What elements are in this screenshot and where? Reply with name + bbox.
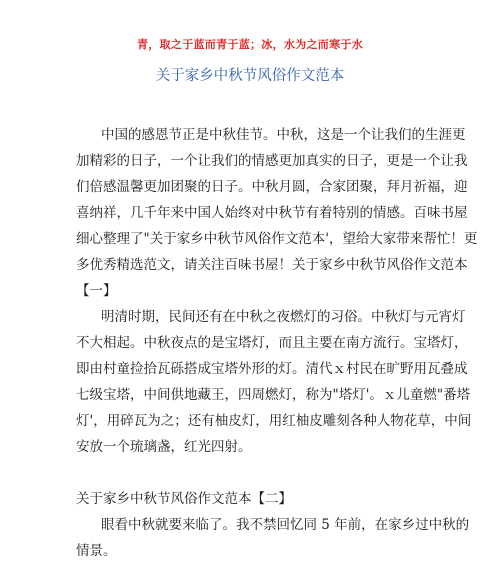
text-line: 即由村童捡拾瓦砾搭成宝塔外形的灯。清代ｘ村民在旷野用瓦叠成	[76, 361, 468, 377]
text-line: 不大相起。中秋夜点的是宝塔灯，而且主要在南方流行。宝塔灯，	[76, 335, 468, 351]
text-line: 细心整理了"关于家乡中秋节风俗作文范本'，望给大家带来帮忙！更	[76, 231, 478, 247]
text-line: 们倍感温馨更加团聚的日子。中秋月圆，合家团聚，拜月祈福，迎	[76, 179, 468, 195]
text-line: 中国的感恩节正是中秋佳节。中秋，这是一个让我们的生涯更	[101, 127, 466, 143]
section-heading: 关于家乡中秋节风俗作文范本【二】	[76, 491, 292, 507]
text-line: 情景。	[76, 543, 117, 559]
text-line: 明清时期，民间还有在中秋之夜燃灯的习俗。中秋灯与元宵灯	[101, 309, 466, 325]
header-motto: 青，取之于蓝而青于蓝；冰，水为之而寒于水	[137, 38, 363, 51]
text-line: 灯'，用碎瓦为之；还有柚皮灯，用红柚皮雕刻各种人物花草，中间	[76, 413, 472, 429]
text-line: 【一】	[76, 283, 117, 299]
text-line: 七级宝塔，中间供地藏王，四周燃灯，称为"塔灯'。ｘ儿童燃"番塔	[76, 387, 471, 403]
text-line: 安放一个琉璃盏，红光四射。	[76, 439, 252, 455]
text-line: 眼看中秋就要来临了。我不禁回忆同 5 年前，在家乡过中秋的	[101, 517, 470, 533]
document-title: 关于家乡中秋节风俗作文范本	[155, 68, 345, 84]
text-line: 多优秀精选范文，请关注百味书屋！关于家乡中秋节风俗作文范本	[76, 257, 468, 273]
text-line: 加精彩的日子，一个让我们的情感更加真实的日子，更是一个让我	[76, 153, 468, 169]
text-line: 喜纳祥，几千年来中国人始终对中秋节有着特别的情感。百味书屋	[76, 205, 468, 221]
